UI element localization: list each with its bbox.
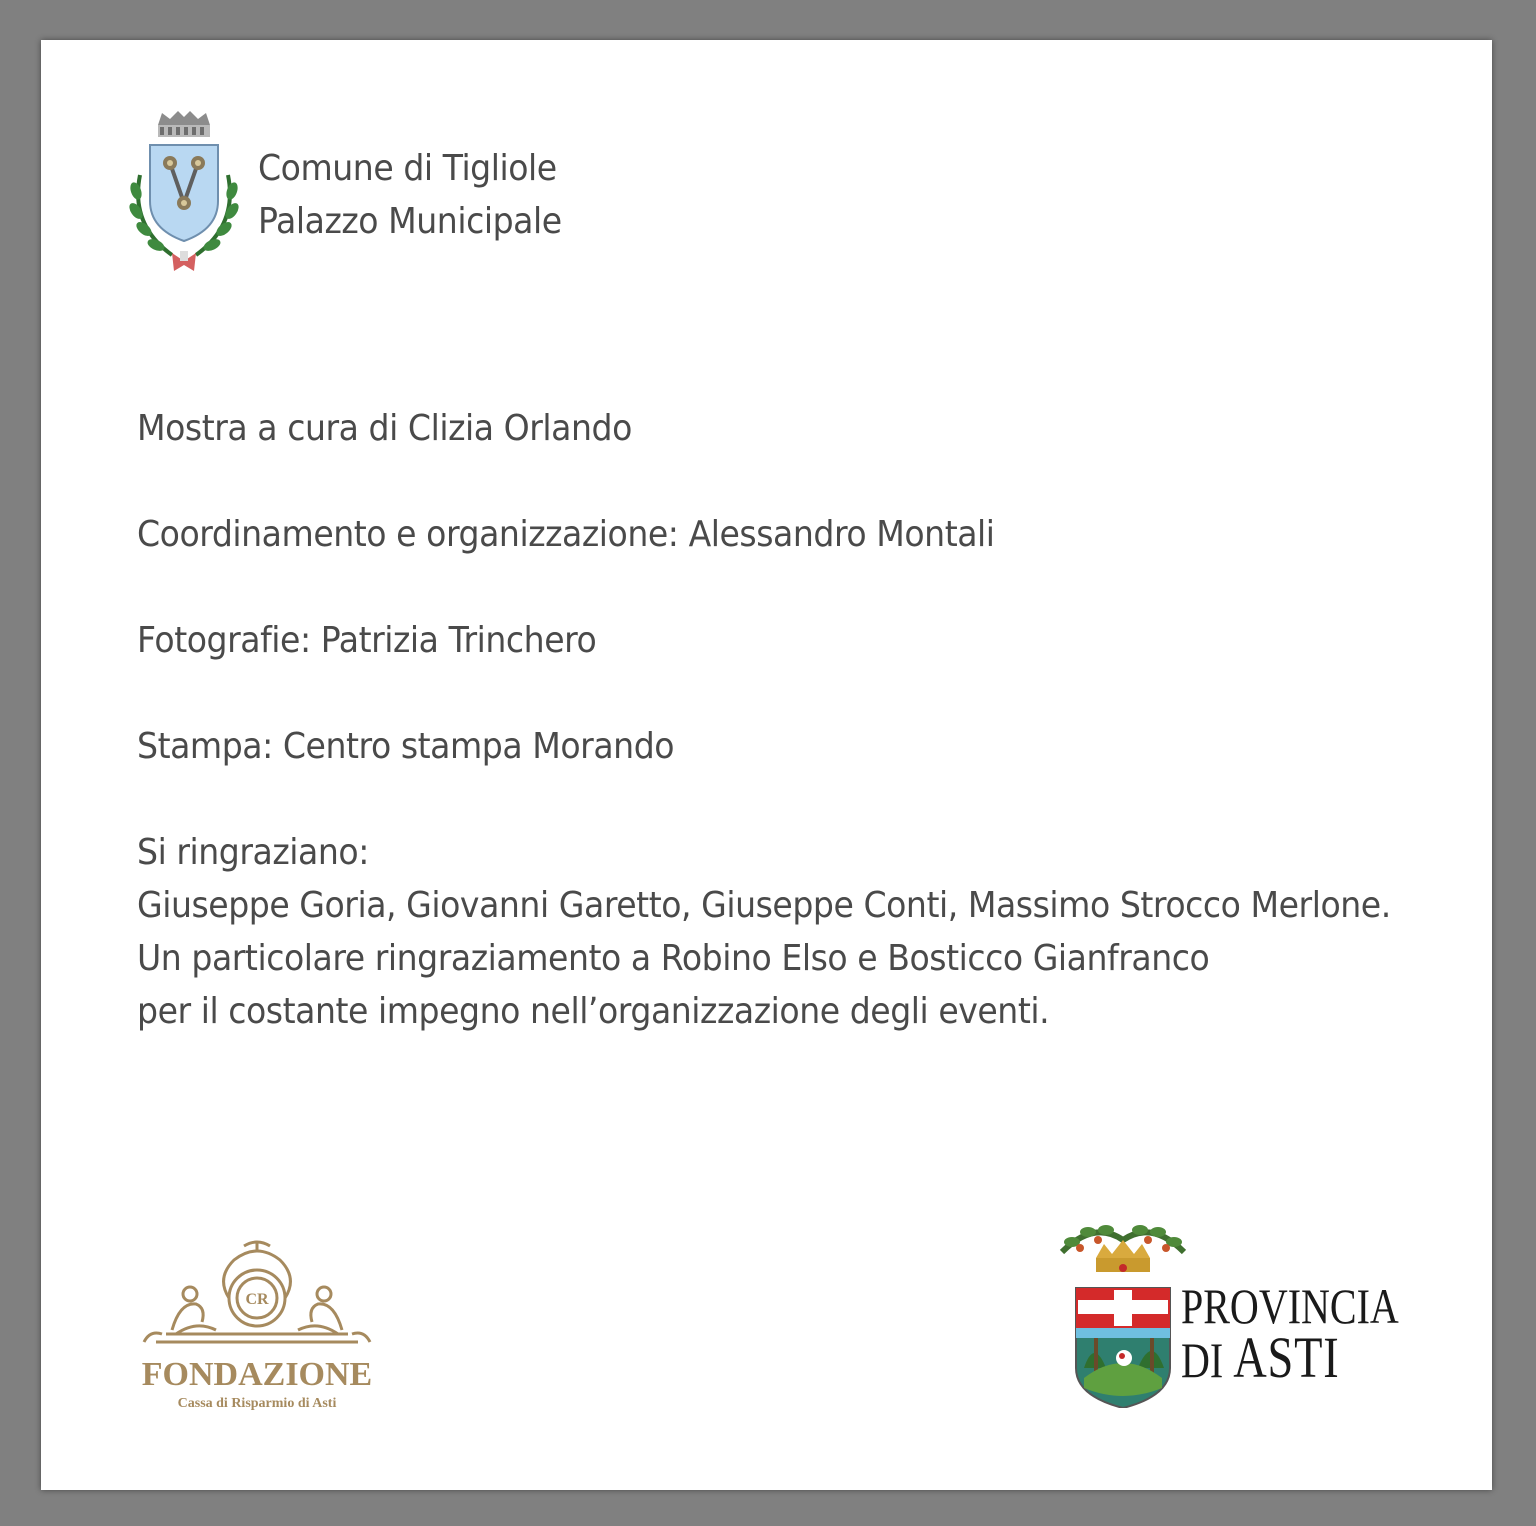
thanks-special-line-2: per il costante impegno nell’organizzazione degli eventi. — [137, 991, 1050, 1032]
header-text — [258, 142, 562, 248]
fondazione-name: FONDAZIONE — [141, 1356, 373, 1393]
municipality-name: Comune di Tigliole — [258, 148, 557, 189]
coordination-line: Coordinamento e organizzazione: Alessandro Montali — [137, 514, 995, 555]
asti-label: ASTI — [1233, 1325, 1340, 1390]
fondazione-subtitle: Cassa di Risparmio di Asti — [177, 1396, 337, 1411]
credits-text — [137, 402, 1391, 1038]
thanks-names: Giuseppe Goria, Giovanni Garetto, Giuseppe Conti, Massimo Strocco Merlone. — [137, 885, 1391, 926]
svg-text:CR: CR — [245, 1291, 269, 1308]
provincia-di-asti-wordmark — [1181, 1278, 1453, 1390]
di-asti-label — [1181, 1325, 1399, 1390]
thanks-special-line-1: Un particolare ringraziamento a Robino Elso e Bosticco Gianfranco — [137, 938, 1210, 979]
print-line: Stampa: Centro stampa Morando — [137, 726, 675, 767]
thanks-title: Si ringraziano: — [137, 832, 369, 873]
coat-of-arms-tigliole-icon — [122, 105, 246, 277]
curator-line: Mostra a cura di Clizia Orlando — [137, 408, 632, 449]
coat-of-arms-asti-icon — [1054, 1218, 1192, 1408]
building-name: Palazzo Municipale — [258, 201, 562, 242]
provincia-label: PROVINCIA — [1181, 1278, 1399, 1334]
photos-line: Fotografie: Patrizia Trinchero — [137, 620, 597, 661]
document-page — [41, 40, 1492, 1490]
di-label: DI — [1181, 1332, 1224, 1388]
